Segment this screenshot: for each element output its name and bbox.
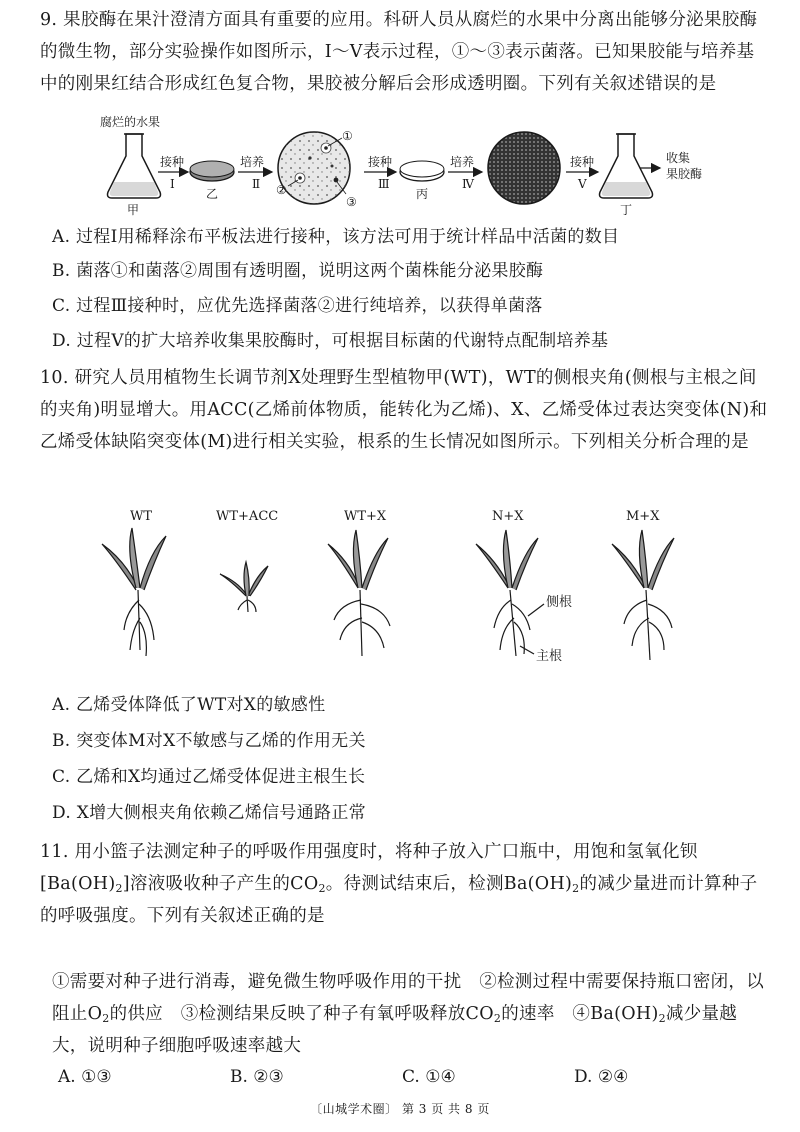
question-9-stem: 9. 果胶酶在果汁澄清方面具有重要的应用。科研人员从腐烂的水果中分离出能够分泌果胶酶的微生物，部分实验操作如图所示，Ⅰ～Ⅴ表示过程，①～③表示菌落。已知果胶能与培养基中的刚果红结合形成红色复合物，果胶被分解后会形成透明圈。下列有关叙述错误的是 xyxy=(40,10,758,94)
q9-experiment-figure xyxy=(100,112,720,220)
q11-choice-c: C. ①④ xyxy=(402,1067,456,1087)
q10-plant-figure xyxy=(96,500,716,670)
pectinase-label: 果胶酶 xyxy=(666,167,703,181)
q10-option-d: D. X增大侧根夹角依赖乙烯信号通路正常 xyxy=(52,803,366,823)
question-10-stem: 10. 研究人员用植物生长调节剂X处理野生型植物甲(WT)，WT的侧根夹角(侧根与主根之间的夹角)明显增大。用ACC(乙烯前体物质，能转化为乙烯)、X、乙烯受体过表达突变体(N)和乙烯受体缺陷突变体(M)进行相关实验，根系的生长情况如图所示。下列相关分析合理的是 xyxy=(40,368,768,452)
q9-option-d: D. 过程Ⅴ的扩大培养收集果胶酶时，可根据目标菌的代谢特点配制培养基 xyxy=(52,331,609,351)
colony-plate-icon xyxy=(278,132,350,204)
step5-num: Ⅴ xyxy=(578,177,587,191)
step4-num: Ⅳ xyxy=(462,177,474,191)
dish-b-icon xyxy=(190,161,234,181)
q11-choice-d: D. ②④ xyxy=(574,1067,629,1087)
step5-action: 接种 xyxy=(570,155,595,169)
plant-m-x-icon xyxy=(612,530,674,660)
q10-option-b: B. 突变体M对X不敏感与乙烯的作用无关 xyxy=(52,731,366,751)
colony-1-label: ① xyxy=(342,129,353,143)
q11-items-sub-1: 2 xyxy=(102,1012,110,1025)
q11-items-part-c: 的速率 ④Ba(OH) xyxy=(501,1004,659,1024)
colony-2-label: ② xyxy=(276,183,287,197)
page-footer: 〔山城学术圈〕 第 3 页 共 8 页 xyxy=(310,1102,490,1116)
q11-items-part-a: ①需要对种子进行消毒，避免微生物呼吸作用的干扰 ②检测过程中需要保持瓶口密闭，以阻止O xyxy=(52,972,764,1024)
q11-stem-part-b: ]溶液吸收种子产生的CO xyxy=(122,874,319,894)
colony-3-label: ③ xyxy=(346,195,357,209)
q9-option-c: C. 过程Ⅲ接种时，应优先选择菌落②进行纯培养，以获得单菌落 xyxy=(52,296,543,316)
plant-wt-acc-icon xyxy=(220,562,268,612)
rotten-fruit-label: 腐烂的水果 xyxy=(100,115,161,129)
question-11-stem xyxy=(40,836,768,932)
dish-c-icon xyxy=(400,161,444,181)
step3-action: 接种 xyxy=(368,155,393,169)
dense-plate-icon xyxy=(488,132,560,204)
q10-option-c: C. 乙烯和X均通过乙烯受体促进主根生长 xyxy=(52,767,366,787)
q9-option-b: B. 菌落①和菌落②周围有透明圈，说明这两个菌株能分泌果胶酶 xyxy=(52,261,544,281)
step4-action: 培养 xyxy=(450,155,475,169)
q11-choices xyxy=(58,1064,758,1090)
plant-label-wt: WT xyxy=(130,509,153,524)
plant-n-x-icon xyxy=(476,530,538,656)
plant-label-wt-x: WT+X xyxy=(344,509,387,524)
step2-num: Ⅱ xyxy=(252,177,261,191)
flask-d-icon xyxy=(600,134,653,198)
q11-stem-sub-2: 2 xyxy=(318,882,326,895)
dish-b-label: 乙 xyxy=(206,187,219,201)
plant-label-wt-acc: WT+ACC xyxy=(216,509,279,524)
main-root-label: 主根 xyxy=(536,649,563,664)
dish-c-label: 丙 xyxy=(416,187,429,201)
plant-label-m-x: M+X xyxy=(626,509,660,524)
q11-stem-part-d: 的减少量进而计算种子的呼吸强度。下列有关叙述正确的是 xyxy=(40,874,758,926)
q11-choice-a: A. ①③ xyxy=(58,1067,112,1087)
q11-items-part-b: 的供应 ③检测结果反映了种子有氧呼吸释放CO xyxy=(109,1004,494,1024)
lateral-root-label: 侧根 xyxy=(546,595,573,610)
step1-action: 接种 xyxy=(160,155,185,169)
q11-items-sub-2: 2 xyxy=(493,1012,502,1025)
flask-a-icon xyxy=(108,134,161,198)
q11-stem-sub-3: 2 xyxy=(572,882,580,895)
q11-stem-sub-1: 2 xyxy=(115,882,123,895)
q11-stem-part-c: 。待测试结束后，检测Ba(OH) xyxy=(325,874,573,894)
plant-label-n-x: N+X xyxy=(492,509,524,524)
step1-num: Ⅰ xyxy=(170,177,175,191)
q11-stem-part-a: 11. 用小篮子法测定种子的呼吸作用强度时，将种子放入广口瓶中，用饱和氢氧化钡[Ba(OH) xyxy=(40,842,698,894)
collect-label: 收集 xyxy=(666,151,691,165)
q11-items-sub-3: 2 xyxy=(658,1012,666,1025)
q11-items-part-d: 减少量越大，说明种子细胞呼吸速率越大 xyxy=(52,1004,738,1056)
q10-option-a: A. 乙烯受体降低了WT对X的敏感性 xyxy=(52,695,326,715)
plant-wt-x-icon xyxy=(328,530,390,656)
step2-action: 培养 xyxy=(240,155,265,169)
q11-choice-b: B. ②③ xyxy=(230,1067,284,1087)
plant-wt-icon xyxy=(102,528,166,656)
flask-d-label: 丁 xyxy=(620,203,633,217)
q11-statements xyxy=(52,966,768,1062)
step3-num: Ⅲ xyxy=(378,177,390,191)
flask-a-label: 甲 xyxy=(127,203,140,217)
q9-option-a: A. 过程Ⅰ用稀释涂布平板法进行接种，该方法可用于统计样品中活菌的数目 xyxy=(52,227,620,247)
